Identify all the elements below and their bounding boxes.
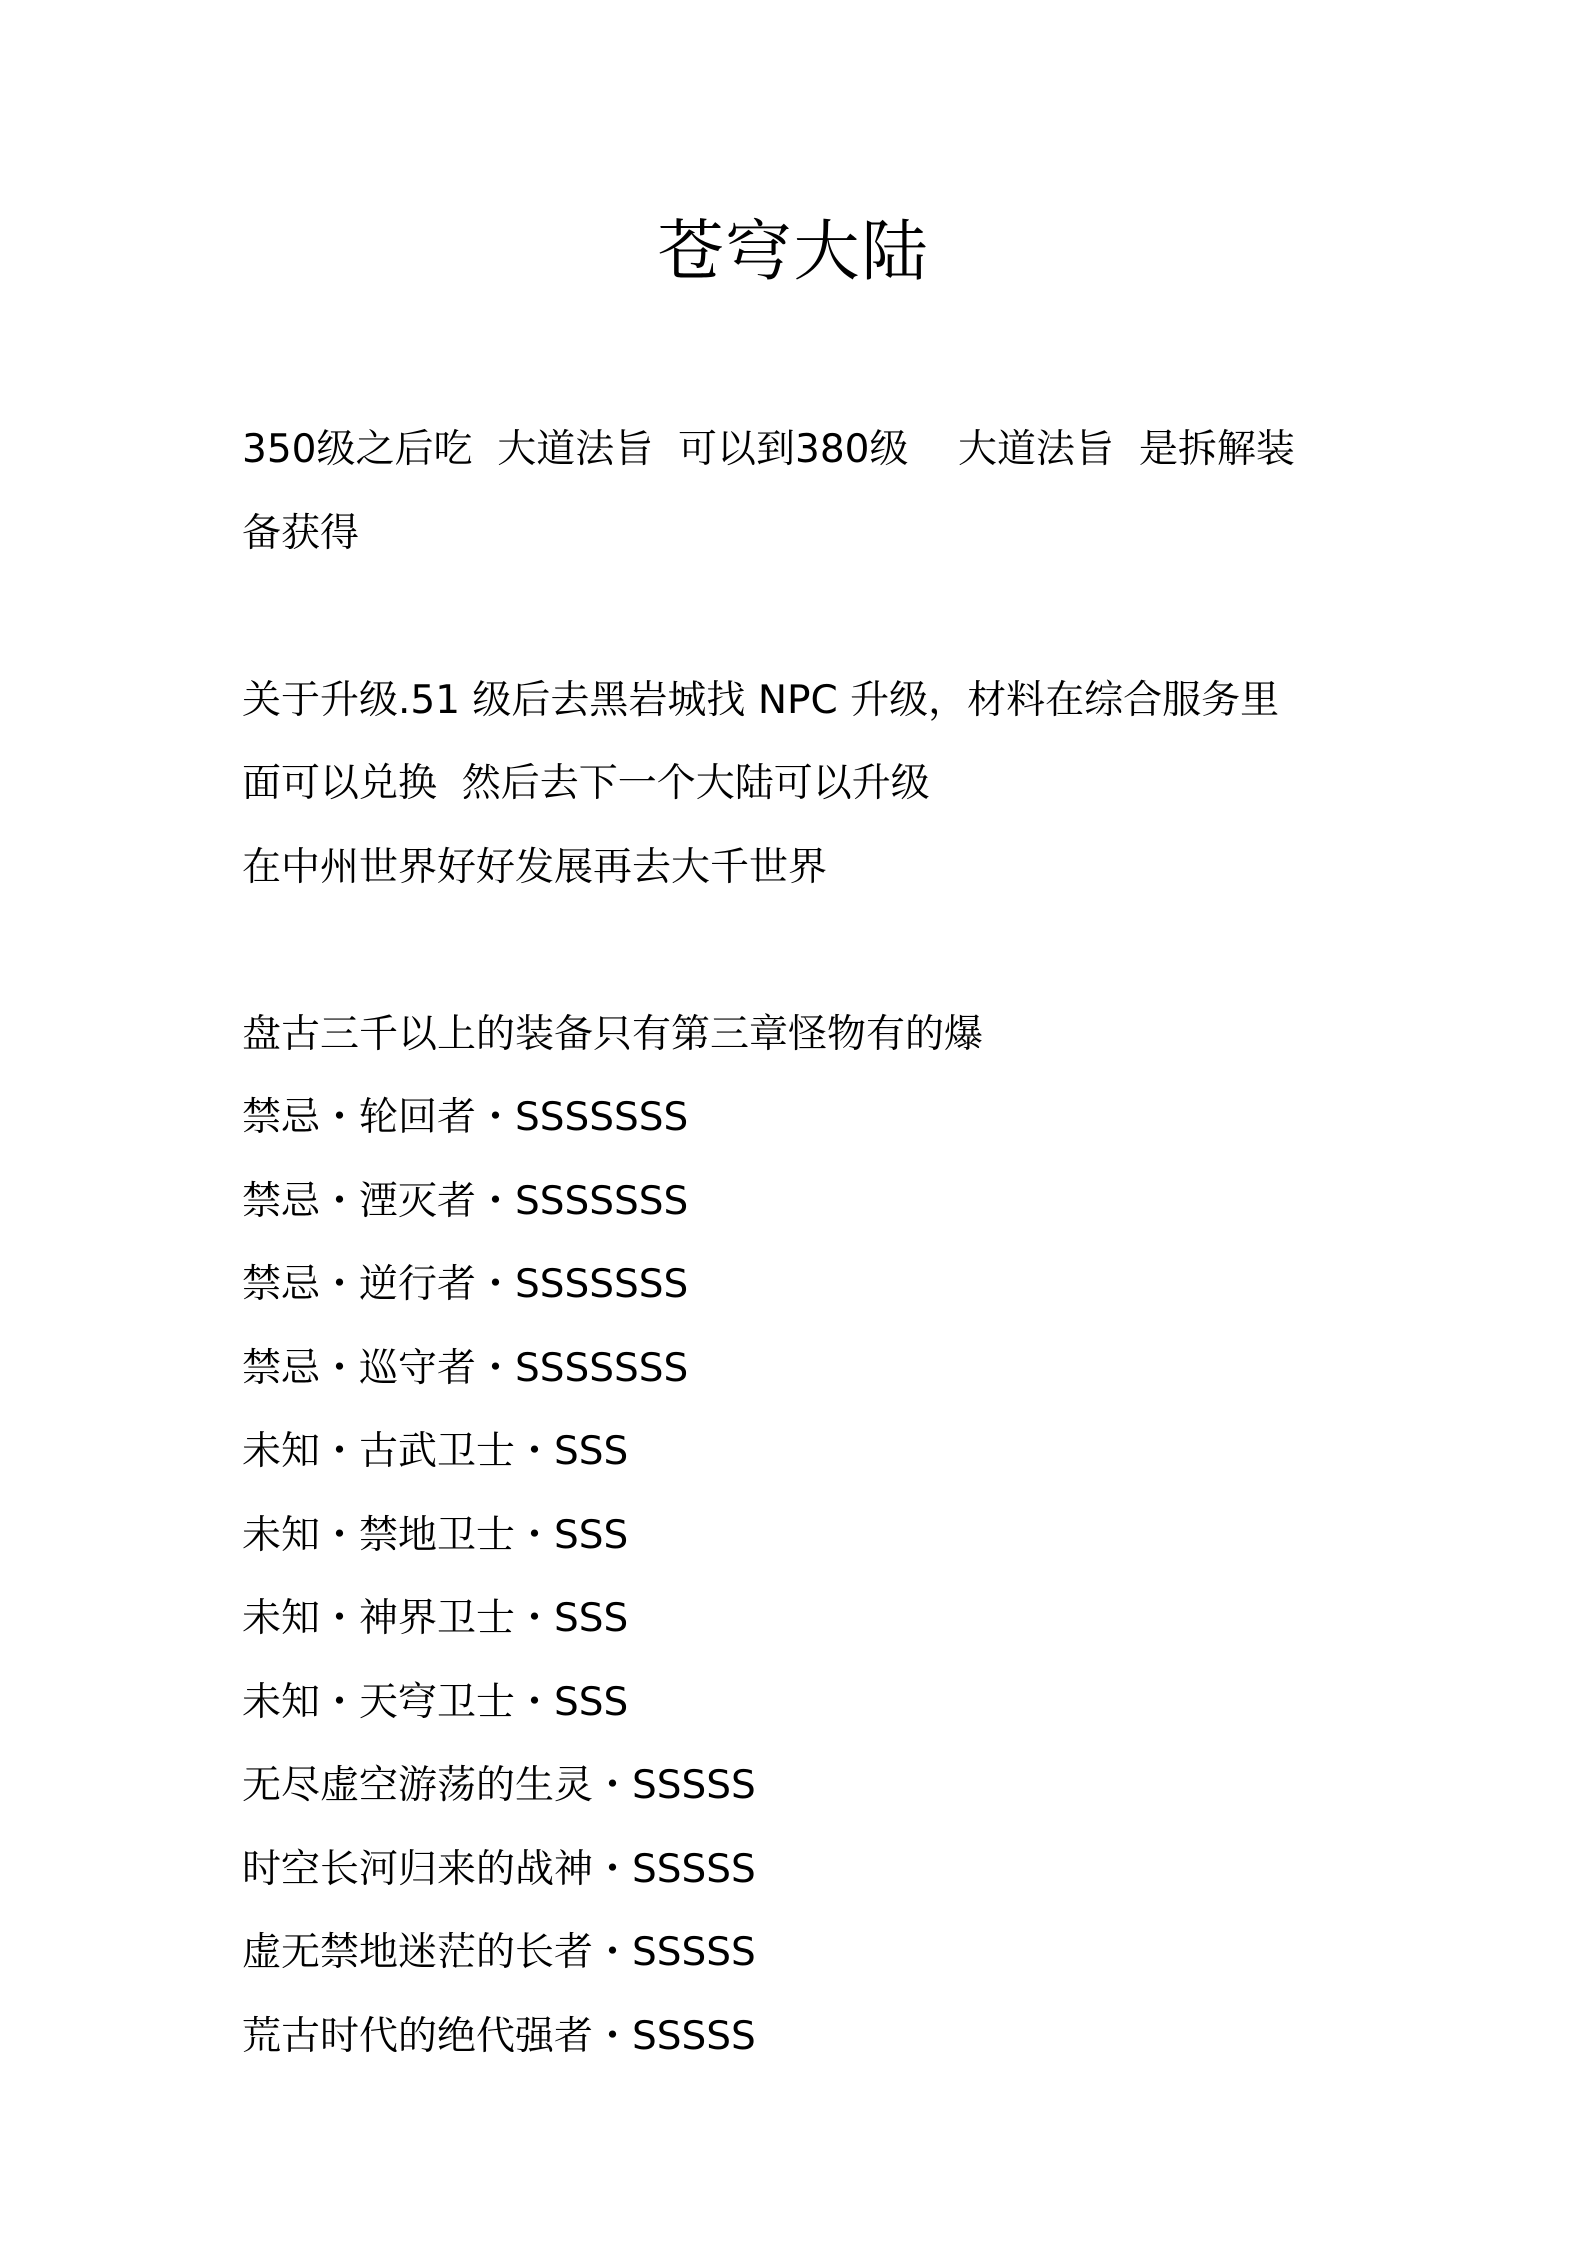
list-item: 虚无禁地迷茫的长者・SSSSS xyxy=(242,1930,756,1975)
paragraph-spacer xyxy=(242,575,1352,659)
paragraph-equipment-drops xyxy=(242,993,1352,2079)
list-item: 禁忌・巡守者・SSSSSSS xyxy=(242,1345,689,1391)
list-item: 禁忌・湮灭者・SSSSSSS xyxy=(242,1178,689,1224)
list-item: 禁忌・逆行者・SSSSSSS xyxy=(242,1262,689,1307)
text-line: 面可以兑换 然后去下一个大陆可以升级 xyxy=(242,761,930,806)
text-line: 盘古三千以上的装备只有第三章怪物有的爆 xyxy=(242,1011,984,1057)
paragraph-upgrade-info xyxy=(242,659,1352,910)
list-item: 禁忌・轮回者・SSSSSSS xyxy=(242,1095,689,1140)
list-item: 未知・天穹卫士・SSS xyxy=(242,1679,629,1725)
text-line: 350级之后吃 大道法旨 可以到380级 大道法旨 是拆解装 xyxy=(242,427,1295,472)
paragraph-spacer xyxy=(242,909,1352,993)
text-line: 备获得 xyxy=(242,510,360,556)
list-item: 未知・古武卫士・SSS xyxy=(242,1429,629,1474)
text-line: 关于升级.51 级后去黑岩城找 NPC 升级，材料在综合服务里 xyxy=(242,677,1280,723)
list-item: 荒古时代的绝代强者・SSSSS xyxy=(242,2013,756,2059)
document-body xyxy=(242,408,1352,2078)
list-item: 未知・神界卫士・SSS xyxy=(242,1596,629,1641)
list-item: 时空长河归来的战神・SSSSS xyxy=(242,1846,756,1892)
list-item: 未知・禁地卫士・SSS xyxy=(242,1512,629,1558)
text-line: 在中州世界好好发展再去大千世界 xyxy=(242,844,828,890)
list-item: 无尽虚空游荡的生灵・SSSSS xyxy=(242,1763,756,1808)
paragraph-level-info xyxy=(242,408,1352,575)
document-title: 苍穹大陆 xyxy=(657,213,930,290)
